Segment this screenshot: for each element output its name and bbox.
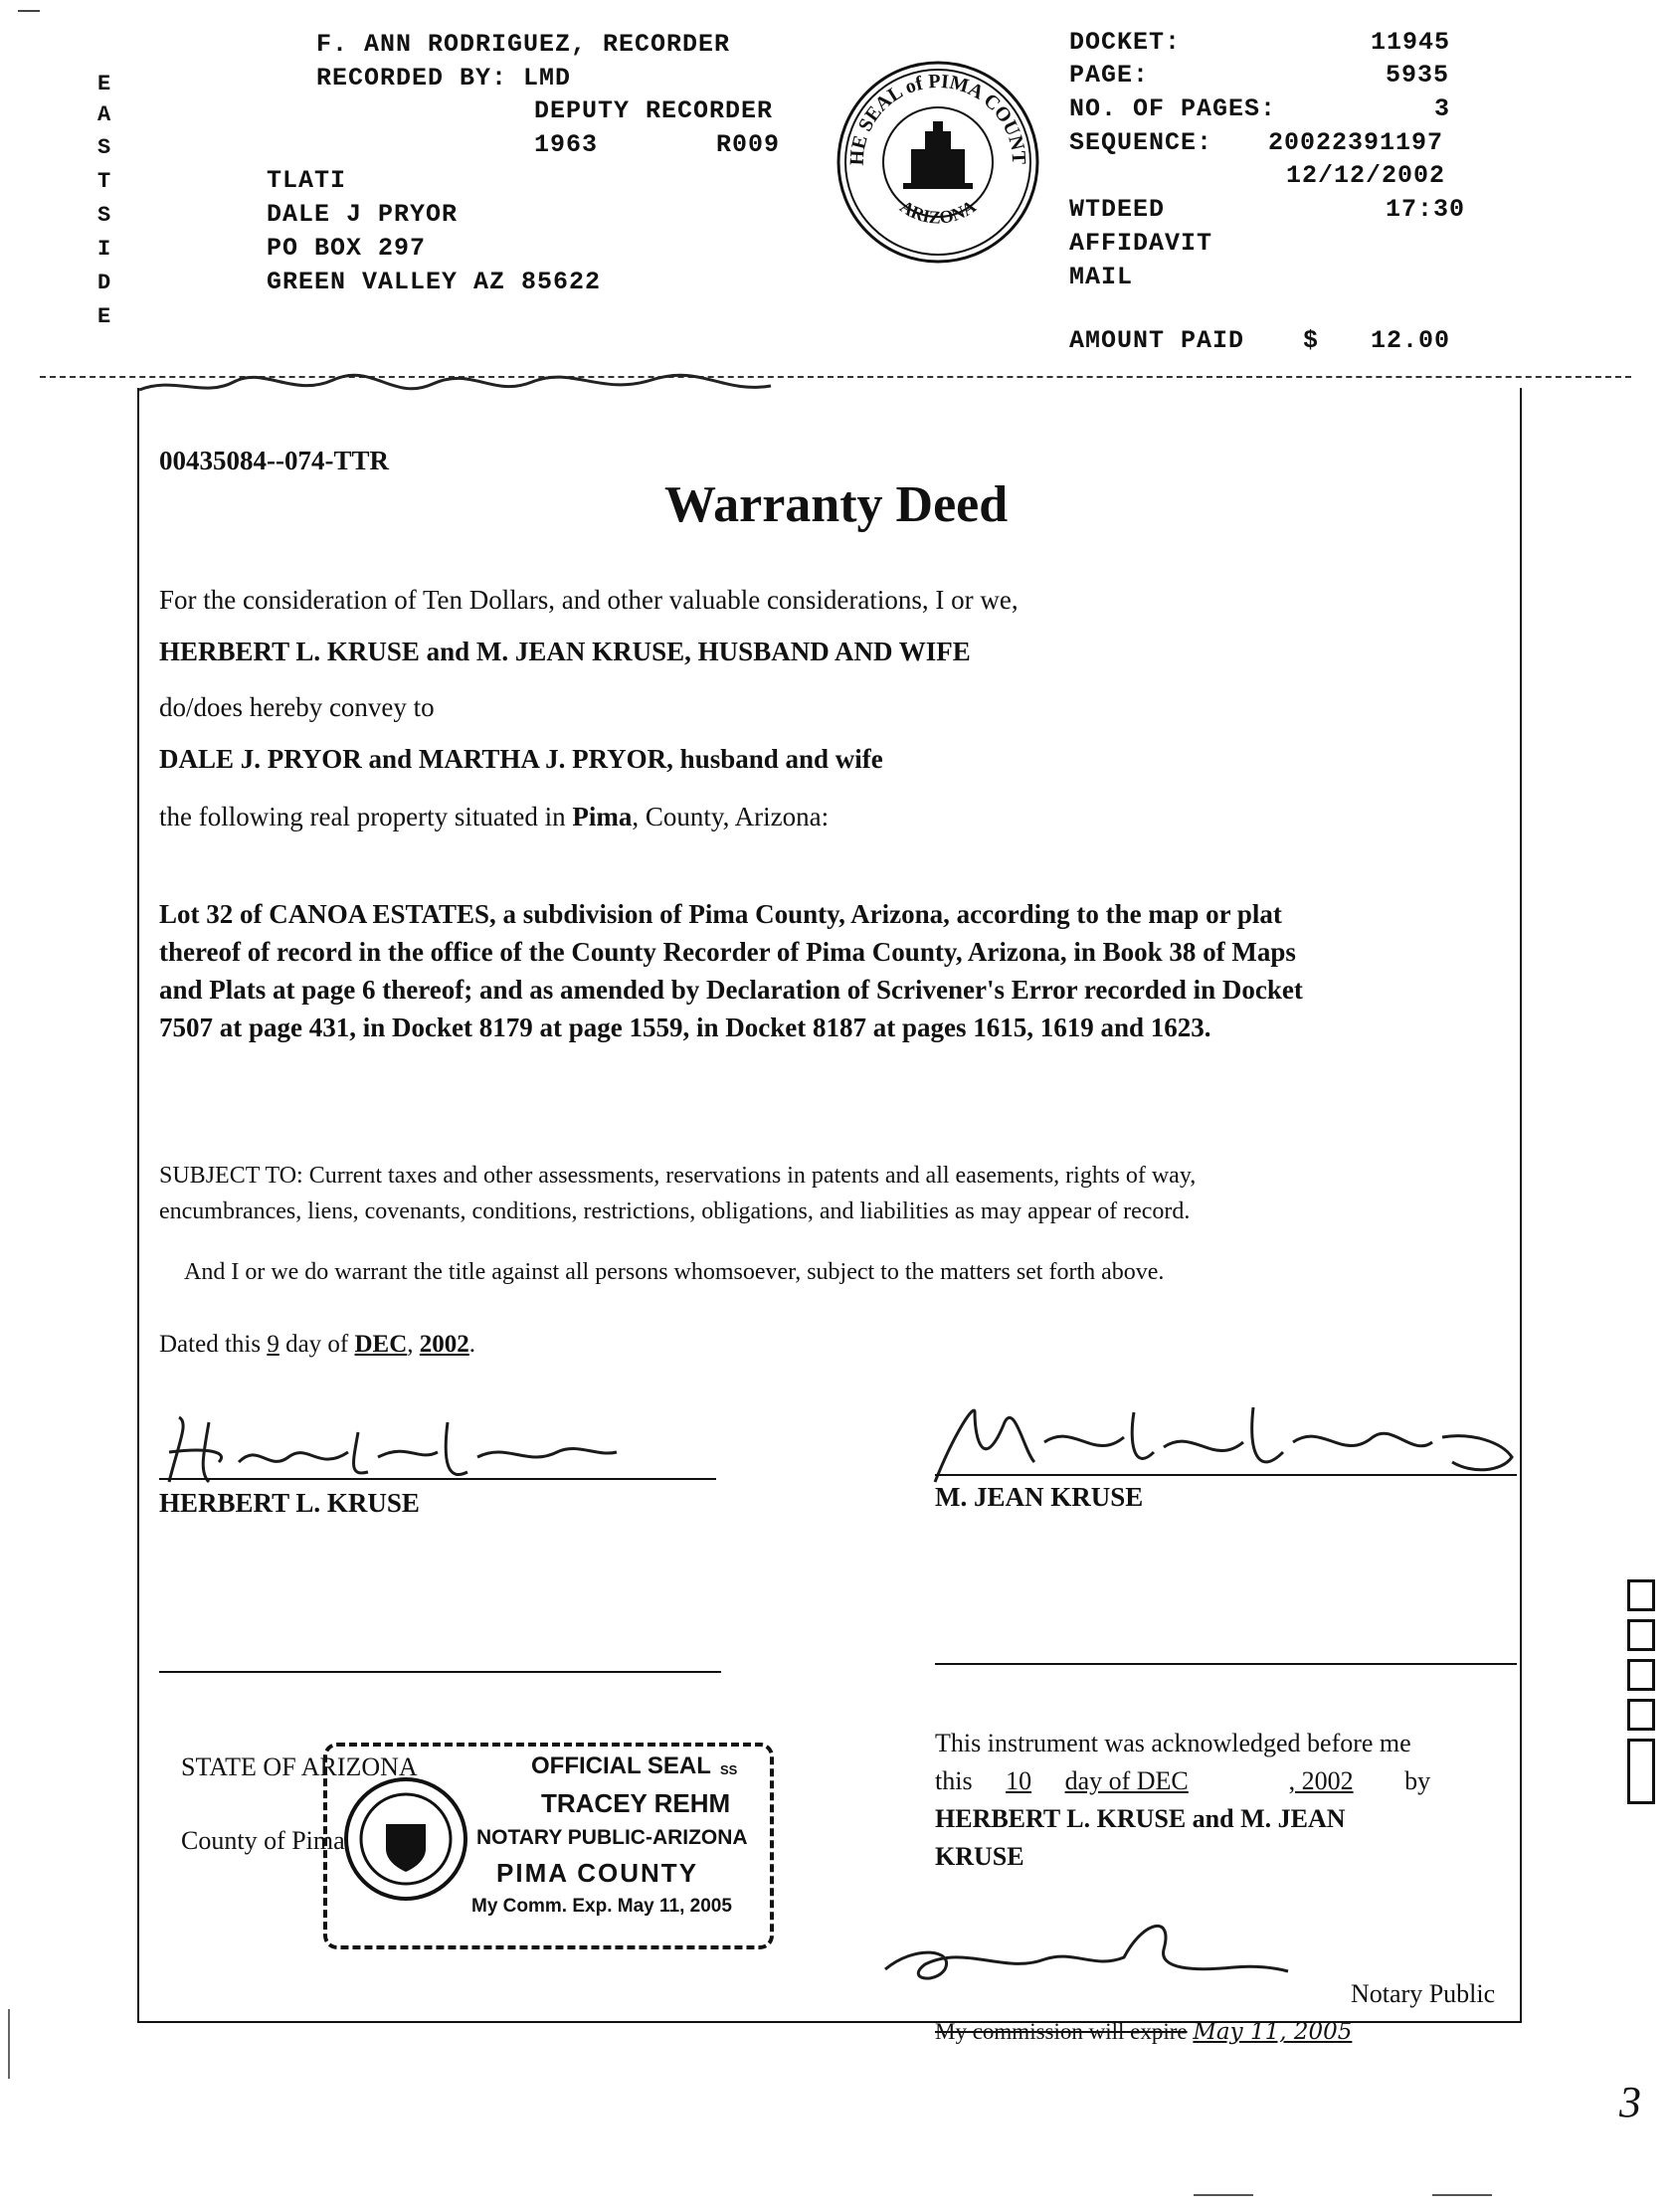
seal-bottom-text: ARIZONA [896, 196, 980, 228]
sequence-label: SEQUENCE: [1069, 128, 1213, 157]
docket-value: 11945 [1371, 28, 1451, 57]
amount-value: 12.00 [1371, 326, 1451, 355]
pima-county-seal [834, 58, 1042, 267]
seal-top-text: HE SEAL of PIMA COUNT [845, 70, 1030, 166]
amount-label: AMOUNT PAID [1069, 326, 1245, 355]
signer-jean: M. JEAN KRUSE [935, 1482, 1144, 1512]
record-date: 12/12/2002 [1286, 161, 1446, 190]
page-number-handwritten: 3 [1619, 2078, 1641, 2126]
subject-line: SUBJECT TO: Current taxes and other assessments, reservations in patents and all easements, rights of way, [159, 1163, 1197, 1189]
amount-currency: $ [1303, 326, 1320, 355]
commission-date: May 11, 2005 [1193, 2019, 1353, 2045]
pages-value: 3 [1434, 94, 1451, 123]
deputy-recorder: DEPUTY RECORDER [534, 96, 774, 125]
return-code: TLATI [267, 166, 347, 195]
deed-title: Warranty Deed [664, 476, 1009, 533]
side-letter: A [97, 102, 111, 127]
signature-line-2 [935, 1474, 1517, 1476]
stamp-line-5: My Comm. Exp. May 11, 2005 [471, 1896, 732, 1917]
notary-signature [875, 1910, 1293, 1989]
svg-text:ARIZONA [896, 196, 979, 227]
dated-prefix: Dated this [159, 1331, 262, 1358]
blank-signature-line-1 [159, 1671, 721, 1673]
ack-day-of: day of DEC [1064, 1766, 1189, 1795]
ack-this: this [935, 1766, 973, 1795]
sequence-value: 20022391197 [1268, 128, 1444, 157]
document-type: WTDEED [1069, 195, 1166, 224]
consideration-text: For the consideration of Ten Dollars, and other valuable considerations, I or we, [159, 585, 1019, 615]
grantees: DALE J. PRYOR and MARTHA J. PRYOR, husband and wife [159, 744, 883, 774]
notary-county: County of Pima [181, 1826, 345, 1855]
signature-line-1 [159, 1478, 716, 1480]
ack-line-2 [935, 1762, 1430, 1800]
dated-sep: , [407, 1331, 414, 1358]
stamp-line-3: NOTARY PUBLIC-ARIZONA [476, 1826, 748, 1849]
record-time: 17:30 [1386, 195, 1466, 224]
margin-vertical-stamp [1627, 1579, 1653, 1818]
corner-mark [18, 10, 40, 12]
dated-line [159, 1331, 475, 1359]
page-label: PAGE: [1069, 61, 1150, 90]
stamp-line-1: OFFICIAL SEAL [531, 1752, 711, 1779]
recorded-by: RECORDED BY: LMD [316, 64, 572, 92]
legal-description [159, 895, 1303, 1046]
side-letter: E [97, 304, 111, 329]
legal-line: Lot 32 of CANOA ESTATES, a subdivision of Pima County, Arizona, according to the map or plat [159, 899, 1282, 929]
notary-seal-icon [341, 1774, 470, 1904]
bottom-tick [1194, 2194, 1253, 2196]
docket-label: DOCKET: [1069, 28, 1182, 57]
warrant-text: And I or we do warrant the title against all persons whomsoever, subject to the matters set forth above. [184, 1259, 1165, 1285]
recorder-code-right: R009 [716, 130, 781, 159]
side-letter: D [97, 271, 111, 295]
bottom-tick [1432, 2194, 1492, 2196]
property-location [159, 802, 829, 832]
notary-public-label: Notary Public [1351, 1979, 1496, 2008]
commission-label: My commission will expire [935, 2019, 1188, 2044]
convey-text: do/does hereby convey to [159, 692, 435, 722]
dated-year: 2002 [419, 1331, 469, 1358]
side-letter: I [97, 237, 111, 262]
side-letter: S [97, 135, 111, 160]
return-po-box: PO BOX 297 [267, 234, 427, 263]
acknowledgment [935, 1725, 1430, 1876]
stamp-line-4: PIMA COUNTY [496, 1858, 699, 1888]
recorder-code-left: 1963 [534, 130, 599, 159]
affidavit-label: AFFIDAVIT [1069, 229, 1213, 258]
side-letter: S [97, 203, 111, 228]
grantors: HERBERT L. KRUSE and M. JEAN KRUSE, HUSBAND AND WIFE [159, 637, 971, 666]
property-suffix: , County, Arizona: [632, 802, 830, 831]
property-county: Pima [572, 802, 633, 831]
dated-month: DEC [354, 1331, 408, 1358]
legal-line: 7507 at page 431, in Docket 8179 at page 1559, in Docket 8187 at pages 1615, 1619 and 1623. [159, 1013, 1211, 1042]
pages-label: NO. OF PAGES: [1069, 94, 1277, 123]
subject-line: encumbrances, liens, covenants, conditions, restrictions, obligations, and liabilities as may appear of record. [159, 1198, 1191, 1224]
left-edge-tick [8, 2009, 10, 2079]
subject-to [159, 1158, 1196, 1229]
ack-day: 10 [1006, 1766, 1032, 1795]
property-prefix: the following real property situated in [159, 802, 566, 831]
ack-names-1: HERBERT L. KRUSE and M. JEAN [935, 1804, 1346, 1833]
seal-building-icon [903, 121, 973, 189]
ack-by: by [1404, 1766, 1431, 1795]
stamp-ss: SS [720, 1762, 738, 1777]
file-number: 00435084--074-TTR [159, 446, 389, 475]
notary-stamp [323, 1743, 774, 1949]
page-value: 5935 [1386, 61, 1450, 90]
return-name: DALE J PRYOR [267, 200, 459, 229]
signature-m-jean-kruse [915, 1392, 1522, 1492]
notary-state: STATE OF ARIZONA [181, 1752, 418, 1781]
return-city: GREEN VALLEY AZ 85622 [267, 268, 602, 296]
dated-day: 9 [267, 1331, 279, 1358]
legal-line: and Plats at page 6 thereof; and as amended by Declaration of Scrivener's Error recorded in Docket [159, 975, 1303, 1005]
ack-year: , 2002 [1288, 1766, 1354, 1795]
ack-names-2: KRUSE [935, 1842, 1024, 1871]
blank-signature-line-2 [935, 1663, 1517, 1665]
side-letter: E [97, 72, 111, 96]
signer-herbert: HERBERT L. KRUSE [159, 1488, 420, 1518]
side-letter: T [97, 169, 111, 194]
legal-line: thereof of record in the office of the County Recorder of Pima County, Arizona, in Book 38 of Maps [159, 937, 1296, 967]
stamp-line-2: TRACEY REHM [541, 1788, 731, 1818]
recorder-name: F. ANN RODRIGUEZ, RECORDER [316, 30, 731, 59]
ack-line-1: This instrument was acknowledged before me [935, 1729, 1411, 1757]
dated-end: . [468, 1331, 476, 1358]
mail-label: MAIL [1069, 263, 1134, 291]
commission-line [935, 2019, 1382, 2045]
dated-mid: day of [285, 1331, 349, 1358]
